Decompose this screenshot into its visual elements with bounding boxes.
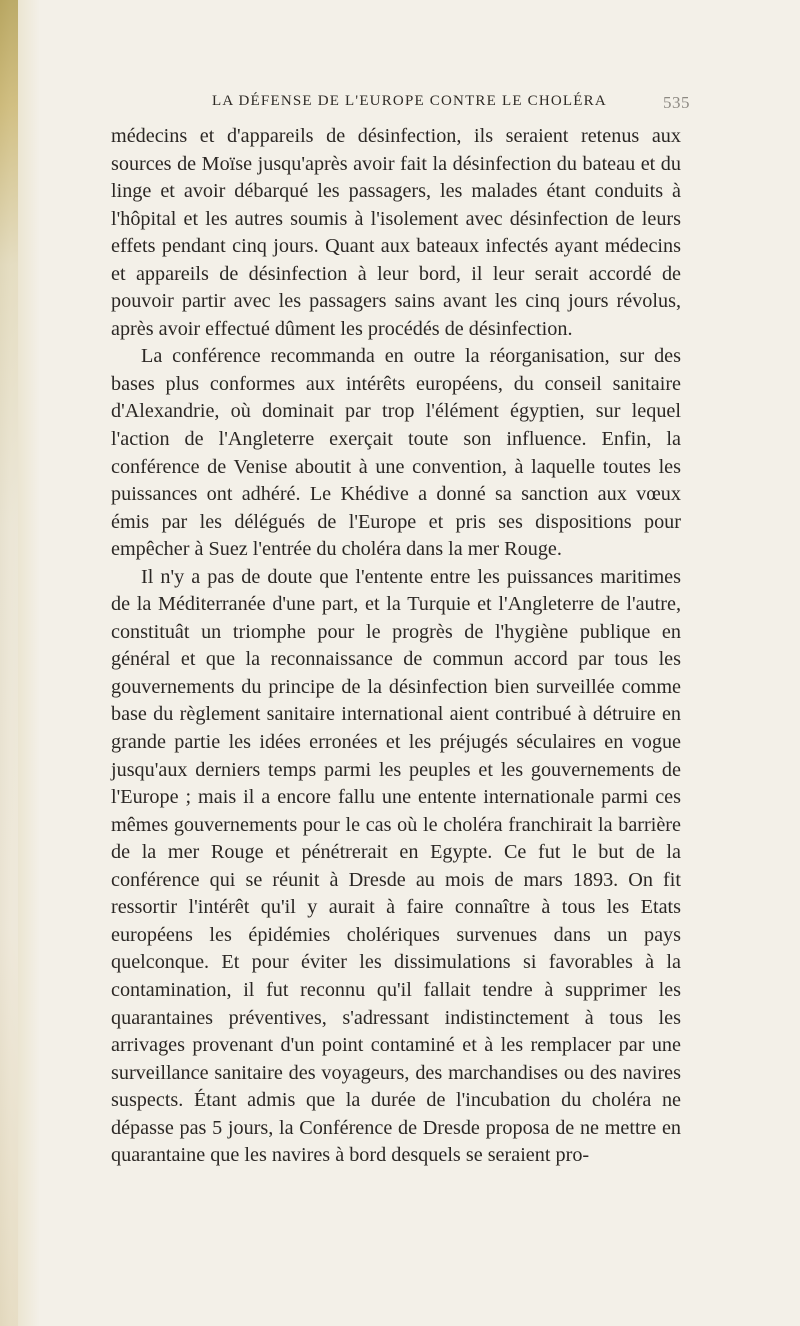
page-edge-stain [0,0,18,1326]
paragraph-2: La conférence recommanda en outre la réorganisation, sur des bases plus conformes aux intérêts européens, du conseil sanitaire d'Alexandrie, où dominait par trop l'élément égyptien, sur lequel l'action de l'Angleterre exerçait toute son influence. Enfin, la conférence de Venise aboutit à une convention, à laquelle toutes les puissances ont adhéré. Le Khédive a donné sa sanction aux vœux émis par les délégués de l'Europe et pris ses dispositions pour empêcher à Suez l'entrée du choléra dans la mer Rouge. [111,345,681,561]
page-number: 535 [663,93,690,112]
running-header [212,93,690,110]
running-title: LA DÉFENSE DE L'EUROPE CONTRE LE CHOLÉRA [212,93,607,109]
paragraph-3: Il n'y a pas de doute que l'entente entre les puissances maritimes de la Méditerranée d'une part, et la Turquie et l'Angleterre de l'autre, constituât un triomphe pour le progrès de l'hygiène publique en général et que la reconnaissance de commun accord par tous les gouvernements du principe de la désinfection bien surveillée comme base du règlement sanitaire international aient contribué à détruire en grande partie les idées erronées et les préjugés séculaires en vogue jusqu'aux derniers temps parmi les peuples et les gouvernements de l'Europe ; mais il a encore fallu une entente internationale parmi ces mêmes gouvernements pour le cas où le choléra franchirait la barrière de la mer Rouge et pénétrerait en Egypte. Ce fut le but de la conférence qui se réunit à Dresde au mois de mars 1893. On fit ressortir l'intérêt qu'il y aurait à faire connaître à tous les Etats européens les épidémies cholériques survenues dans un pays quelconque. Et pour éviter les dissimulations si favorables à la contamination, il fut reconnu qu'il fallait tendre à supprimer les quarantaines préventives, s'adressant indistinctement à tous les arrivages provenant d'un point contaminé et à les remplacer par une surveillance sanitaire des voyageurs, des marchandises ou des navires suspects. Étant admis que la durée de l'incubation du choléra ne dépasse pas 5 jours, la Conférence de Dresde proposa de ne mettre en quarantaine que les navires à bord desquels se seraient pro- [111,565,681,1167]
paragraph-1: médecins et d'appareils de désinfection, ils seraient retenus aux sources de Moïse jusqu'après avoir fait la désinfection du bateau et du linge et avoir débarqué les passagers, les malades étant conduits à l'hôpital et les autres soumis à l'isolement avec désinfection de leurs effets pendant cinq jours. Quant aux bateaux infectés ayant médecins et appareils de désinfection à leur bord, il leur serait accordé de pouvoir partir avec les passagers sains avant les cinq jours révolus, après avoir effectué dûment les procédés de désinfection. [111,125,681,340]
body-text [111,123,681,1170]
